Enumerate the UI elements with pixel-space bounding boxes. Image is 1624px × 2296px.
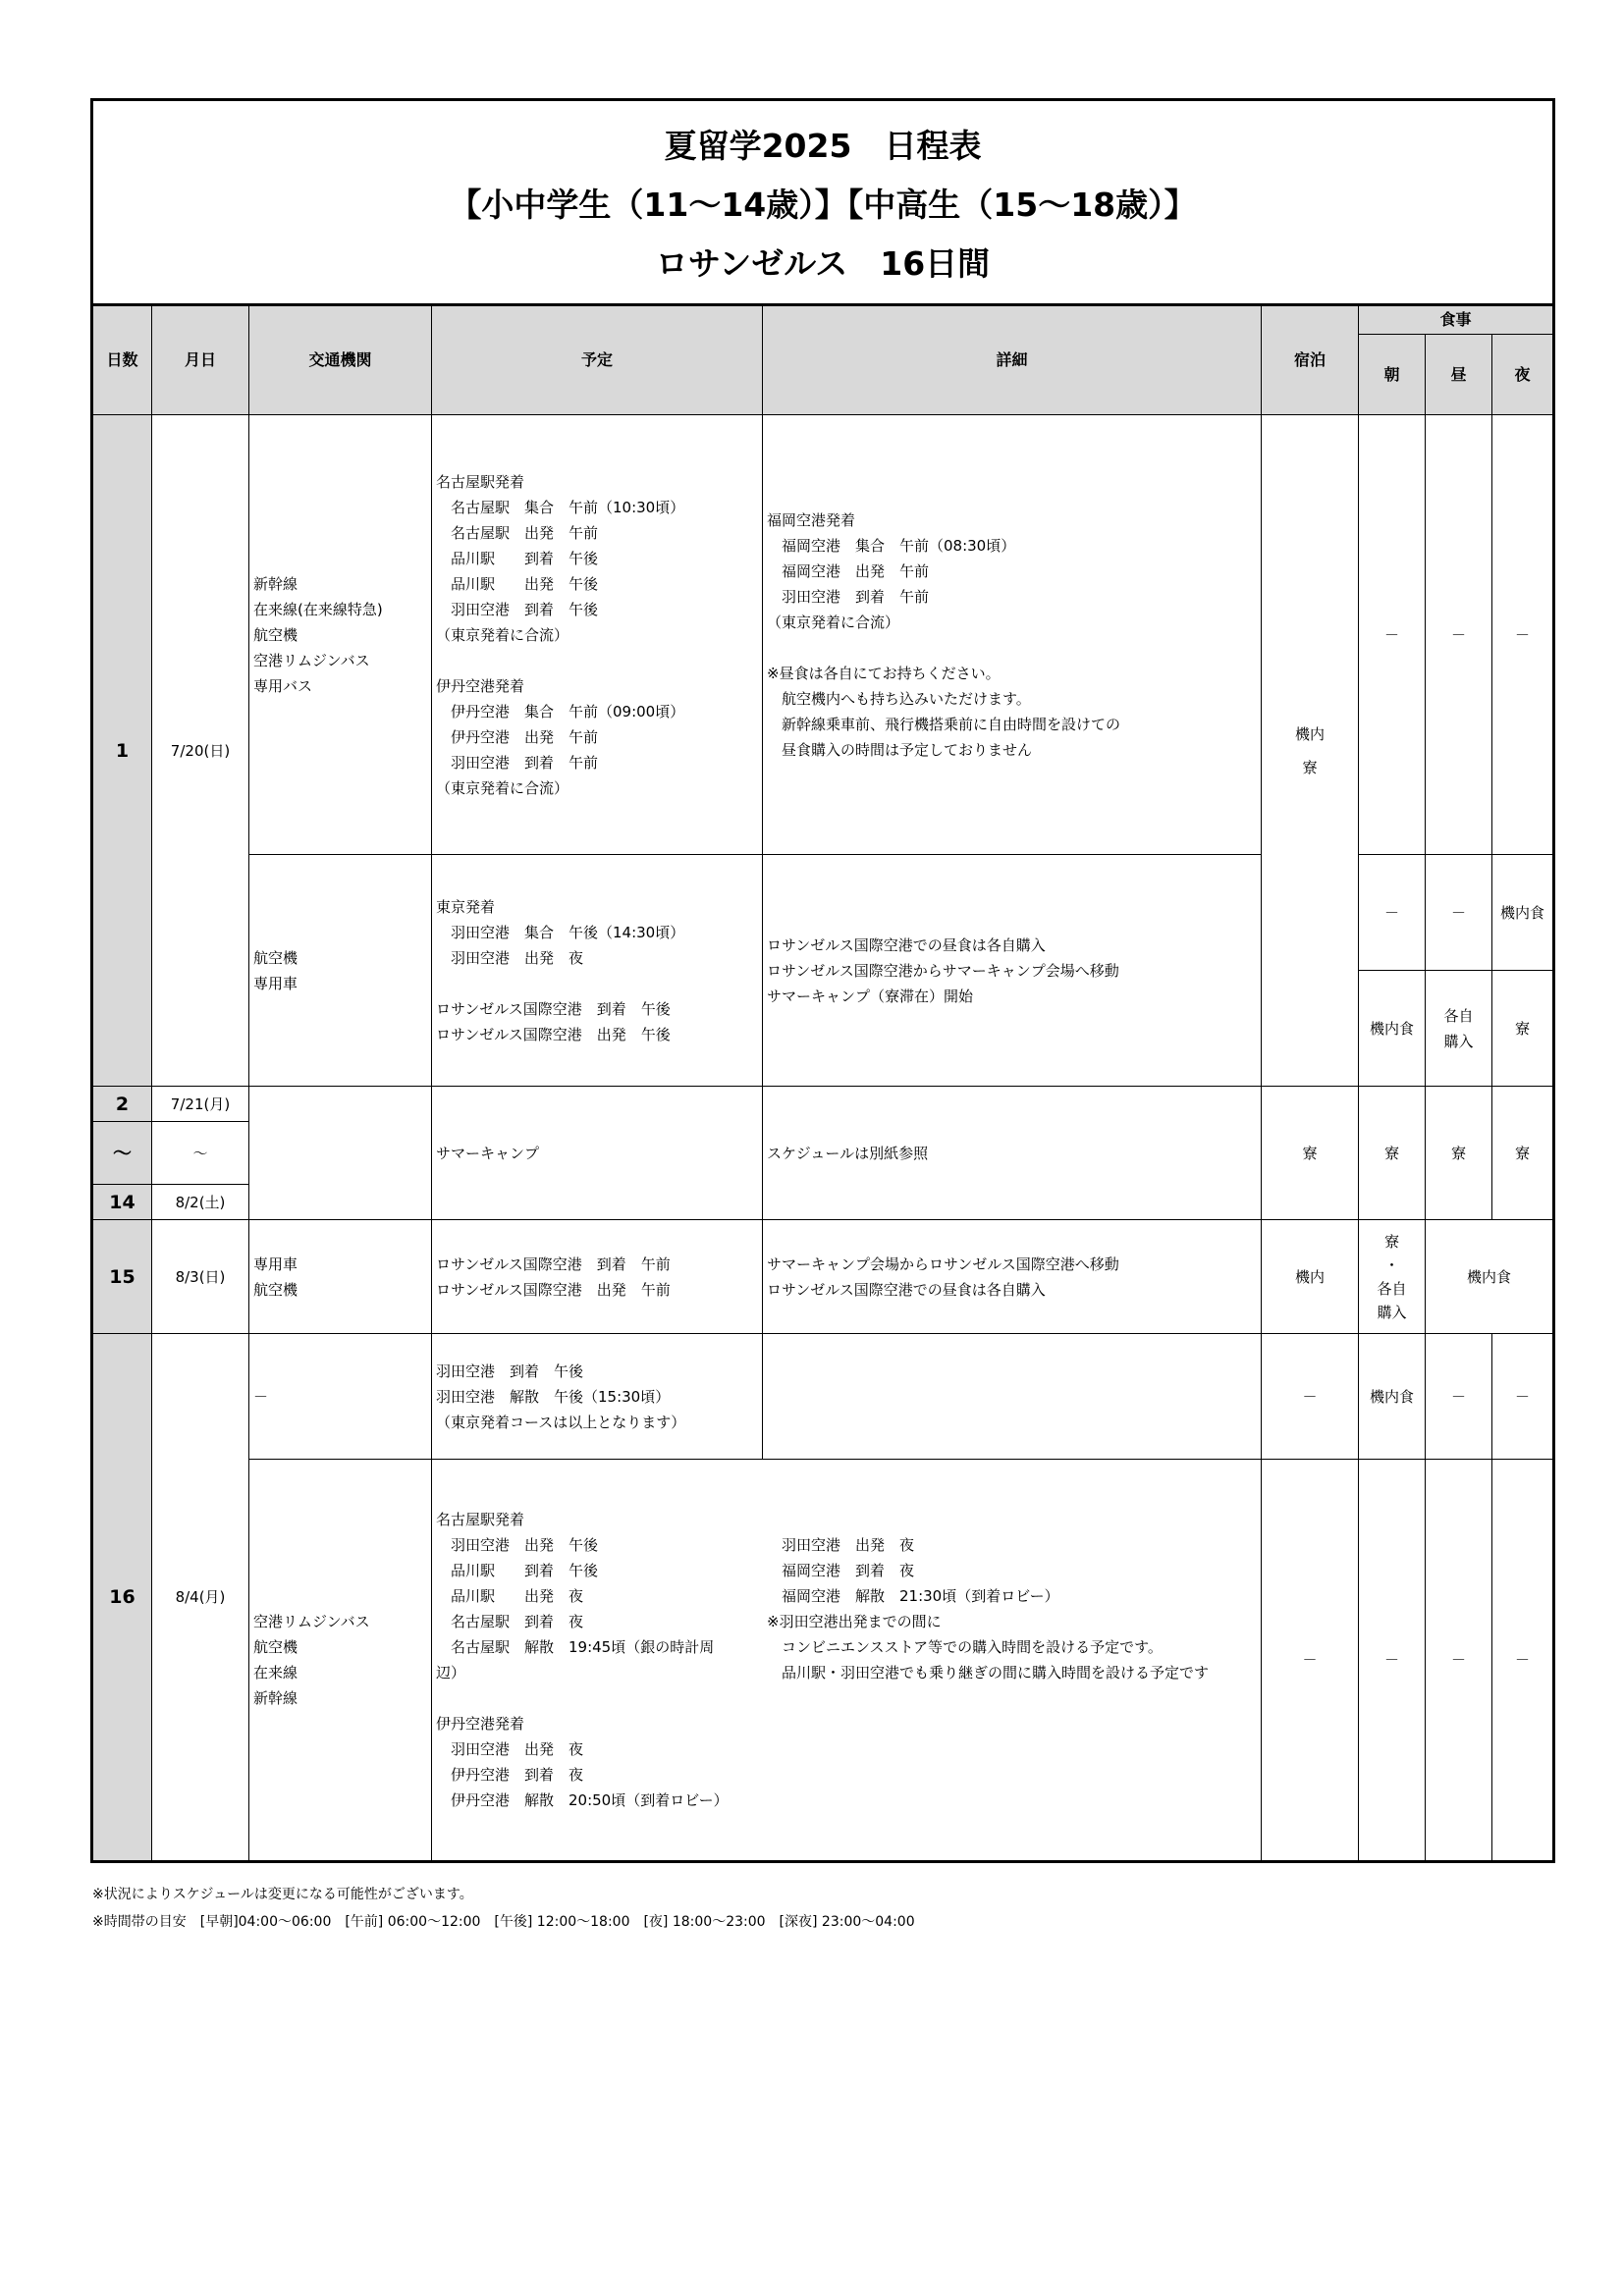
- day-16-number: 16: [92, 1334, 152, 1862]
- camp-date-start: 7/21(月): [152, 1087, 249, 1122]
- day-1-b-transport: 航空機 専用車: [249, 855, 432, 1087]
- schedule-title: [92, 100, 1554, 305]
- day-16-a-transport: －: [249, 1334, 432, 1460]
- camp-plan: サマーキャンプ: [432, 1087, 763, 1220]
- day-16-b-detail: 羽田空港 出発 夜 福岡空港 到着 夜 福岡空港 解散 21:30頃（到着ロビー） ※羽田空港出発までの間に コンビニエンスストア等での購入時間を設ける予定です。 品川駅・羽田空港でも乗り継ぎの間に購入時間を設ける予定です: [767, 1536, 1210, 1682]
- day-16-a-detail: [763, 1334, 1262, 1460]
- header-detail: 詳細: [763, 305, 1262, 415]
- camp-lunch: 寮: [1426, 1087, 1492, 1220]
- day-15-lunch-dinner: 機内食: [1426, 1220, 1554, 1334]
- day-1-date: 7/20(日): [152, 415, 249, 1087]
- day-15-detail: サマーキャンプ会場からロサンゼルス国際空港へ移動 ロサンゼルス国際空港での昼食は各自購入: [763, 1220, 1262, 1334]
- day-16-b-lodging: －: [1262, 1460, 1359, 1862]
- day-16-a-lodging: －: [1262, 1334, 1359, 1460]
- camp-day-mid: ～: [92, 1122, 152, 1185]
- header-meals: 食事: [1359, 305, 1554, 335]
- header-breakfast: 朝: [1359, 335, 1426, 415]
- day-1-b1-breakfast: －: [1359, 855, 1426, 971]
- title-line-1: 夏留学2025 日程表: [664, 127, 982, 165]
- header-transport: 交通機関: [249, 305, 432, 415]
- day-16-b-plan: 名古屋駅発着 羽田空港 出発 午後 品川駅 到着 午後 品川駅 出発 夜 名古屋駅 到着 夜 名古屋駅 解散 19:45頃（銀の時計周 辺） 伊丹空港発着 羽田空港 出発 夜 伊丹空港 到着 夜 伊丹空港 解散 20:50頃（到着ロビー）: [436, 1511, 729, 1809]
- day-1-a-transport: 新幹線 在来線(在来線特急) 航空機 空港リムジンバス 専用バス: [249, 415, 432, 855]
- day-1-b1-dinner: 機内食: [1492, 855, 1554, 971]
- day-15-breakfast: 寮 ・ 各自 購入: [1359, 1220, 1426, 1334]
- day-1-a-detail: 福岡空港発着 福岡空港 集合 午前（08:30頃） 福岡空港 出発 午前 羽田空港 到着 午前 （東京発着に合流） ※昼食は各自にてお持ちください。 航空機内へも持ち込みいただけます。 新幹線乗車前、飛行機搭乗前に自由時間を設けての 昼食購入の時間は予定しておりません: [763, 415, 1262, 855]
- camp-transport: [249, 1087, 432, 1220]
- camp-lodging: 寮: [1262, 1087, 1359, 1220]
- note-time-guide: ※時間帯の目安 [早朝]04:00～06:00 [午前] 06:00～12:00 [午後] 12:00～18:00 [夜] 18:00～23:00 [深夜] 23:00～04:00: [92, 1914, 915, 1930]
- camp-day-start: 2: [92, 1087, 152, 1122]
- day-16-a-plan: 羽田空港 到着 午後 羽田空港 解散 午後（15:30頃） （東京発着コースは以上となります）: [432, 1334, 763, 1460]
- note-schedule-change: ※状況によりスケジュールは変更になる可能性がございます。: [92, 1887, 473, 1902]
- schedule-table: [90, 98, 1555, 1863]
- day-1-b-plan: 東京発着 羽田空港 集合 午後（14:30頃） 羽田空港 出発 夜 ロサンゼルス国際空港 到着 午後 ロサンゼルス国際空港 出発 午後: [432, 855, 763, 1087]
- day-1-b-detail: ロサンゼルス国際空港での昼食は各自購入 ロサンゼルス国際空港からサマーキャンプ会場へ移動 サマーキャンプ（寮滞在）開始: [763, 855, 1262, 1087]
- day-16-b-transport: 空港リムジンバス 航空機 在来線 新幹線: [249, 1460, 432, 1862]
- day-16-a-dinner: －: [1492, 1334, 1554, 1460]
- schedule-sheet: [90, 98, 1545, 1863]
- header-date: 月日: [152, 305, 249, 415]
- header-day: 日数: [92, 305, 152, 415]
- day-1-b2-dinner: 寮: [1492, 971, 1554, 1087]
- camp-date-end: 8/2(土): [152, 1185, 249, 1220]
- day-1-b2-lunch: 各自 購入: [1426, 971, 1492, 1087]
- header-dinner: 夜: [1492, 335, 1554, 415]
- day-16-a-lunch: －: [1426, 1334, 1492, 1460]
- title-line-2: 【小中学生（11～14歳）】【中高生（15～18歳）】: [449, 186, 1197, 224]
- day-1-a-lunch: －: [1426, 415, 1492, 855]
- header-plan: 予定: [432, 305, 763, 415]
- day-16-b-plan-detail: [432, 1460, 1262, 1862]
- day-16-b-breakfast: －: [1359, 1460, 1426, 1862]
- camp-breakfast: 寮: [1359, 1087, 1426, 1220]
- day-15-number: 15: [92, 1220, 152, 1334]
- camp-date-mid: ～: [152, 1122, 249, 1185]
- day-15-lodging: 機内: [1262, 1220, 1359, 1334]
- day-16-b-lunch: －: [1426, 1460, 1492, 1862]
- day-15-transport: 専用車 航空機: [249, 1220, 432, 1334]
- day-15-plan: ロサンゼルス国際空港 到着 午前 ロサンゼルス国際空港 出発 午前: [432, 1220, 763, 1334]
- day-15-date: 8/3(日): [152, 1220, 249, 1334]
- day-16-b-dinner: －: [1492, 1460, 1554, 1862]
- day-16-date: 8/4(月): [152, 1334, 249, 1862]
- day-1-lodging: 機内 寮: [1262, 415, 1359, 1087]
- camp-day-end: 14: [92, 1185, 152, 1220]
- day-16-a-breakfast: 機内食: [1359, 1334, 1426, 1460]
- day-1-b2-breakfast: 機内食: [1359, 971, 1426, 1087]
- title-line-3: ロサンゼルス 16日間: [655, 244, 991, 283]
- day-1-number: 1: [92, 415, 152, 1087]
- camp-detail: スケジュールは別紙参照: [763, 1087, 1262, 1220]
- header-lodging: 宿泊: [1262, 305, 1359, 415]
- day-1-a-breakfast: －: [1359, 415, 1426, 855]
- day-1-a-dinner: －: [1492, 415, 1554, 855]
- camp-dinner: 寮: [1492, 1087, 1554, 1220]
- day-1-a-plan: 名古屋駅発着 名古屋駅 集合 午前（10:30頃） 名古屋駅 出発 午前 品川駅 到着 午後 品川駅 出発 午後 羽田空港 到着 午後 （東京発着に合流） 伊丹空港発着 伊丹空港 集合 午前（09:00頃） 伊丹空港 出発 午前 羽田空港 到着 午前 （東京発着に合流）: [432, 415, 763, 855]
- day-1-b1-lunch: －: [1426, 855, 1492, 971]
- header-lunch: 昼: [1426, 335, 1492, 415]
